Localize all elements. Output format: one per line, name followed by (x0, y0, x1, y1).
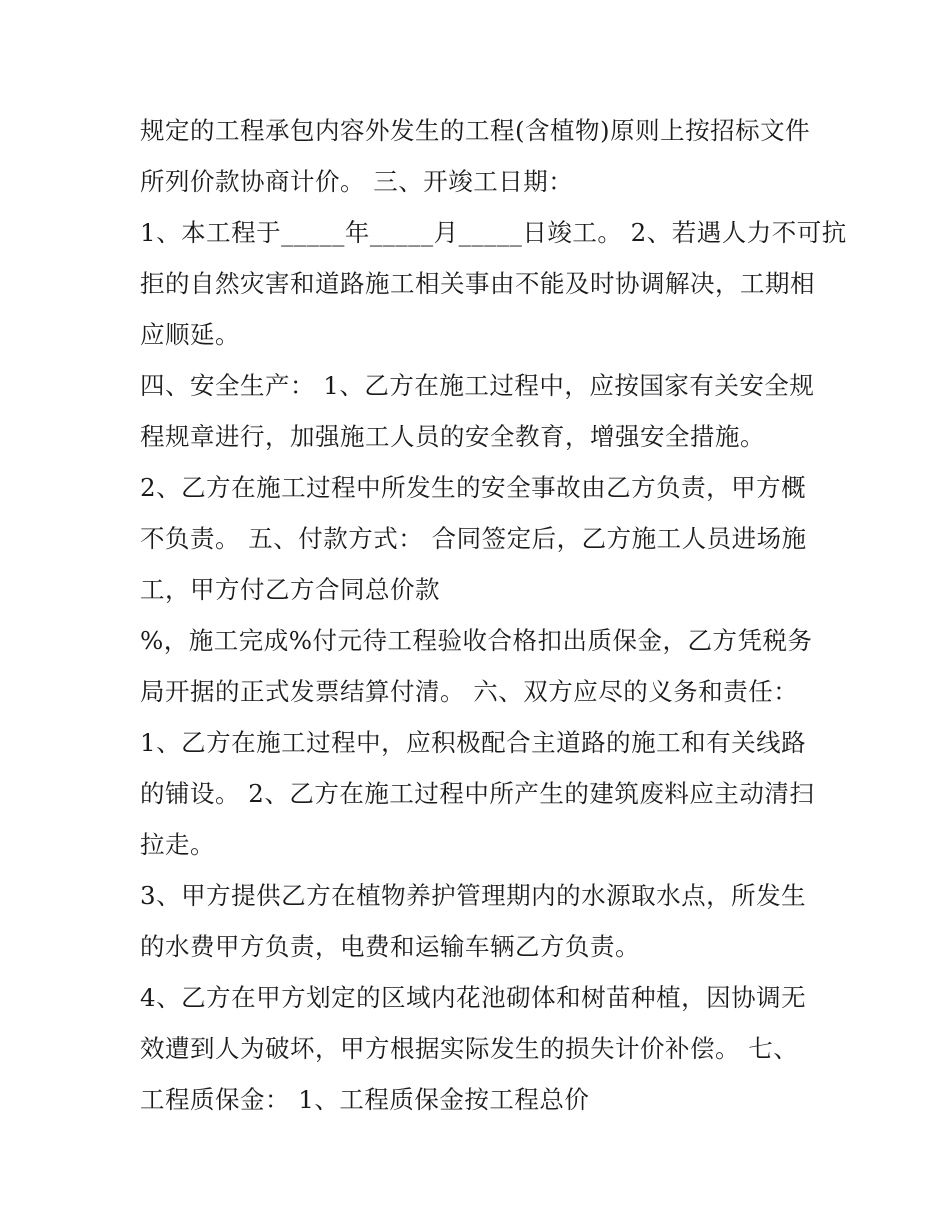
text-line: 工，甲方付乙方合同总价款 (140, 575, 440, 604)
text-line: 的铺设。 2、乙方在施工过程中所产生的建筑废料应主动清扫 (140, 779, 815, 808)
text-line: %，施工完成%付元待工程验收合格扣出质保金，乙方凭税务 (140, 626, 813, 655)
text-line: 局开据的正式发票结算付清。 六、双方应尽的义务和责任： (140, 677, 799, 706)
text-line: 1、本工程于_____年_____月_____日竣工。 2、若遇人力不可抗 (140, 218, 847, 247)
text-line: 工程质保金： 1、工程质保金按工程总价 (140, 1085, 590, 1114)
text-line: 程规章进行，加强施工人员的安全教育，增强安全措施。 (140, 422, 765, 451)
text-line: 四、安全生产： 1、乙方在施工过程中，应按国家有关安全规 (140, 371, 815, 400)
text-line: 2、乙方在施工过程中所发生的安全事故由乙方负责，甲方概 (140, 473, 807, 502)
text-line: 所列价款协商计价。 三、开竣工日期： (140, 167, 574, 196)
text-line: 应顺延。 (140, 320, 240, 349)
text-line: 3、甲方提供乙方在植物养护管理期内的水源取水点，所发生 (140, 881, 807, 910)
text-line: 拉走。 (140, 830, 215, 859)
document-body (140, 105, 847, 1125)
text-line: 效遭到人为破坏，甲方根据实际发生的损失计价补偿。 七、 (140, 1034, 799, 1063)
text-line: 拒的自然灾害和道路施工相关事由不能及时协调解决，工期相 (140, 269, 815, 298)
text-line: 的水费甲方负责，电费和运输车辆乙方负责。 (140, 932, 640, 961)
text-line: 不负责。 五、付款方式： 合同签定后，乙方施工人员进场施 (140, 524, 807, 553)
text-line: 1、乙方在施工过程中，应积极配合主道路的施工和有关线路 (140, 728, 807, 757)
text-line: 规定的工程承包内容外发生的工程(含植物)原则上按招标文件 (140, 116, 811, 145)
text-line: 4、乙方在甲方划定的区域内花池砌体和树苗种植，因协调无 (140, 983, 807, 1012)
